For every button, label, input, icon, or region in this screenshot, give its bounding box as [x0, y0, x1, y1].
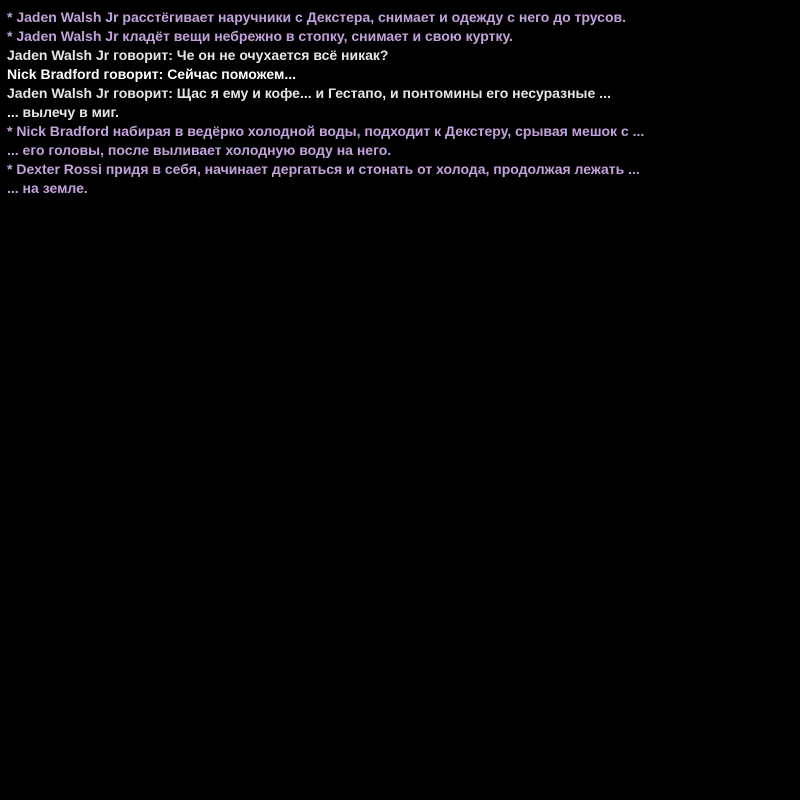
chat-line-speech: Jaden Walsh Jr говорит: Щас я ему и кофе... и Гестапо, и понтомины его несуразные ...: [7, 85, 611, 101]
chat-line-speech: Nick Bradford говорит: Сейчас поможем...: [7, 66, 297, 82]
chat-line-action: * Jaden Walsh Jr кладёт вещи небрежно в стопку, снимает и свою куртку.: [7, 28, 513, 44]
chat-log: [7, 8, 797, 198]
chat-line-speech: Jaden Walsh Jr говорит: Че он не очухается всё никак?: [7, 47, 389, 63]
chat-line-speech-continuation: ... вылечу в миг.: [7, 104, 119, 120]
chat-line-action-continuation: ... на земле.: [7, 180, 88, 196]
chat-line-action: * Dexter Rossi придя в себя, начинает дергаться и стонать от холода, продолжая лежать ...: [7, 161, 640, 177]
chat-line-action: * Nick Bradford набирая в ведёрко холодной воды, подходит к Декстеру, срывая мешок с ...: [7, 123, 645, 139]
chat-line-action-continuation: ... его головы, после выливает холодную воду на него.: [7, 142, 392, 158]
chat-line-action: * Jaden Walsh Jr расстёгивает наручники с Декстера, снимает и одежду с него до трусов.: [7, 9, 627, 25]
